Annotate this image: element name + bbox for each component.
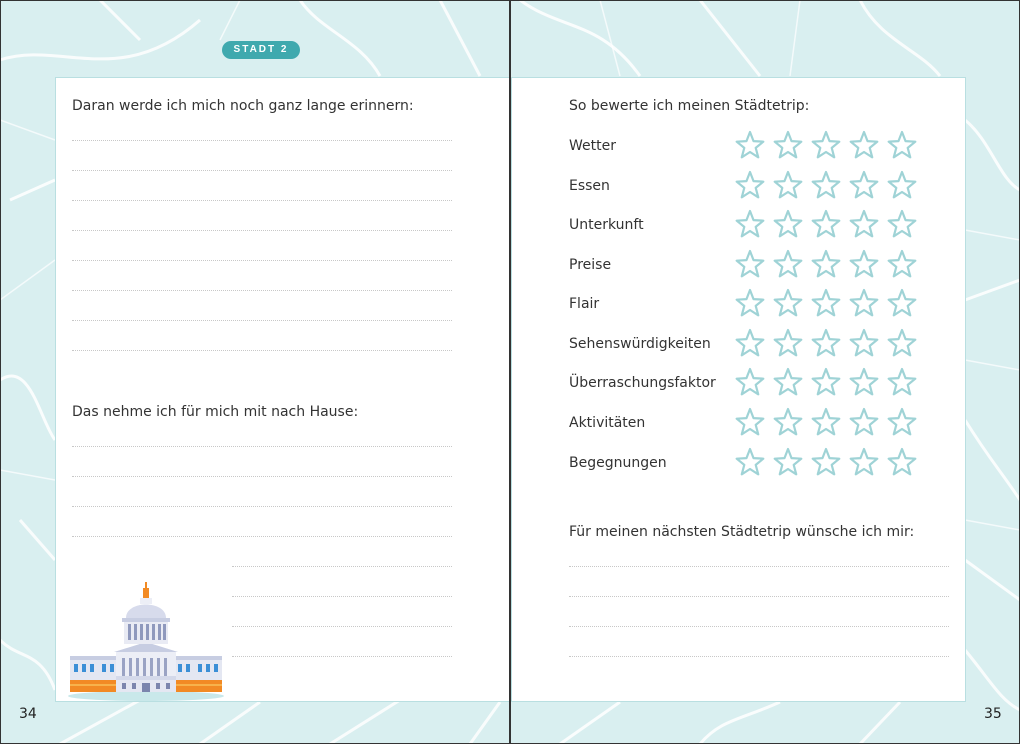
star-outline-icon[interactable]	[886, 366, 918, 398]
star-outline-icon[interactable]	[734, 446, 766, 478]
star-outline-icon[interactable]	[848, 129, 880, 161]
stadt-tag: STADT 2	[222, 41, 300, 59]
star-outline-icon[interactable]	[734, 129, 766, 161]
rating-stars-aktivitaeten[interactable]	[734, 406, 918, 438]
writing-line	[232, 596, 452, 597]
rating-label-ueberraschungsfaktor: Überraschungsfaktor	[569, 375, 716, 391]
wish-prompt: Für meinen nächsten Städtetrip wünsche ich mir:	[569, 524, 915, 540]
star-outline-icon[interactable]	[734, 287, 766, 319]
wish-writing-lines[interactable]	[569, 566, 949, 661]
rating-stars-begegnungen[interactable]	[734, 446, 918, 478]
rating-stars-ueberraschungsfaktor[interactable]	[734, 366, 918, 398]
rating-label-preise: Preise	[569, 257, 612, 273]
star-outline-icon[interactable]	[772, 169, 804, 201]
take-home-prompt: Das nehme ich für mich mit nach Hause:	[72, 404, 359, 420]
star-outline-icon[interactable]	[734, 208, 766, 240]
writing-line	[72, 290, 452, 291]
star-outline-icon[interactable]	[886, 406, 918, 438]
star-outline-icon[interactable]	[772, 248, 804, 280]
star-outline-icon[interactable]	[886, 129, 918, 161]
star-outline-icon[interactable]	[886, 208, 918, 240]
star-outline-icon[interactable]	[734, 248, 766, 280]
page-number-right: 35	[984, 706, 1002, 722]
star-outline-icon[interactable]	[810, 446, 842, 478]
star-outline-icon[interactable]	[886, 446, 918, 478]
star-outline-icon[interactable]	[886, 327, 918, 359]
writing-line	[72, 506, 452, 507]
rating-stars-flair[interactable]	[734, 287, 918, 319]
writing-line	[569, 656, 949, 657]
rating-stars-wetter[interactable]	[734, 129, 918, 161]
rating-stars-essen[interactable]	[734, 169, 918, 201]
star-outline-icon[interactable]	[810, 208, 842, 240]
writing-line	[72, 350, 452, 351]
star-outline-icon[interactable]	[772, 327, 804, 359]
star-outline-icon[interactable]	[772, 446, 804, 478]
star-outline-icon[interactable]	[886, 287, 918, 319]
memory-prompt: Daran werde ich mich noch ganz lange erinnern:	[72, 98, 414, 114]
star-outline-icon[interactable]	[848, 208, 880, 240]
rating-stars-preise[interactable]	[734, 248, 918, 280]
writing-line	[72, 536, 452, 537]
rating-label-essen: Essen	[569, 178, 610, 194]
star-outline-icon[interactable]	[810, 169, 842, 201]
memory-writing-lines[interactable]	[72, 140, 452, 355]
star-outline-icon[interactable]	[734, 366, 766, 398]
rating-stars-unterkunft[interactable]	[734, 208, 918, 240]
star-outline-icon[interactable]	[848, 248, 880, 280]
star-outline-icon[interactable]	[772, 406, 804, 438]
writing-line	[72, 230, 452, 231]
writing-line	[232, 626, 452, 627]
star-outline-icon[interactable]	[772, 287, 804, 319]
rating-label-unterkunft: Unterkunft	[569, 217, 644, 233]
star-outline-icon[interactable]	[848, 366, 880, 398]
writing-line	[72, 260, 452, 261]
star-outline-icon[interactable]	[886, 169, 918, 201]
star-outline-icon[interactable]	[734, 327, 766, 359]
writing-line	[72, 200, 452, 201]
page-number-left: 34	[19, 706, 37, 722]
rating-label-flair: Flair	[569, 296, 600, 312]
writing-line	[72, 140, 452, 141]
star-outline-icon[interactable]	[772, 366, 804, 398]
rating-title: So bewerte ich meinen Städtetrip:	[569, 98, 810, 114]
star-outline-icon[interactable]	[772, 129, 804, 161]
writing-line	[569, 566, 949, 567]
star-outline-icon[interactable]	[810, 327, 842, 359]
writing-line	[72, 170, 452, 171]
star-outline-icon[interactable]	[848, 287, 880, 319]
writing-line	[569, 626, 949, 627]
writing-line	[72, 320, 452, 321]
star-outline-icon[interactable]	[810, 366, 842, 398]
star-outline-icon[interactable]	[848, 446, 880, 478]
star-outline-icon[interactable]	[734, 169, 766, 201]
star-outline-icon[interactable]	[848, 406, 880, 438]
rating-label-wetter: Wetter	[569, 138, 616, 154]
writing-line	[72, 446, 452, 447]
star-outline-icon[interactable]	[810, 248, 842, 280]
book-spine	[509, 0, 511, 744]
rating-label-aktivitaeten: Aktivitäten	[569, 415, 646, 431]
star-outline-icon[interactable]	[848, 327, 880, 359]
star-outline-icon[interactable]	[772, 208, 804, 240]
writing-line	[72, 476, 452, 477]
rating-label-begegnungen: Begegnungen	[569, 455, 667, 471]
rating-stars-sehenswuerdigkeiten[interactable]	[734, 327, 918, 359]
rating-label-sehenswuerdigkeiten: Sehenswürdigkeiten	[569, 336, 711, 352]
star-outline-icon[interactable]	[886, 248, 918, 280]
star-outline-icon[interactable]	[810, 406, 842, 438]
star-outline-icon[interactable]	[734, 406, 766, 438]
writing-line	[232, 566, 452, 567]
star-outline-icon[interactable]	[848, 169, 880, 201]
star-outline-icon[interactable]	[810, 287, 842, 319]
writing-line	[232, 656, 452, 657]
writing-line	[569, 596, 949, 597]
capitol-building-illustration	[66, 580, 226, 702]
star-outline-icon[interactable]	[810, 129, 842, 161]
